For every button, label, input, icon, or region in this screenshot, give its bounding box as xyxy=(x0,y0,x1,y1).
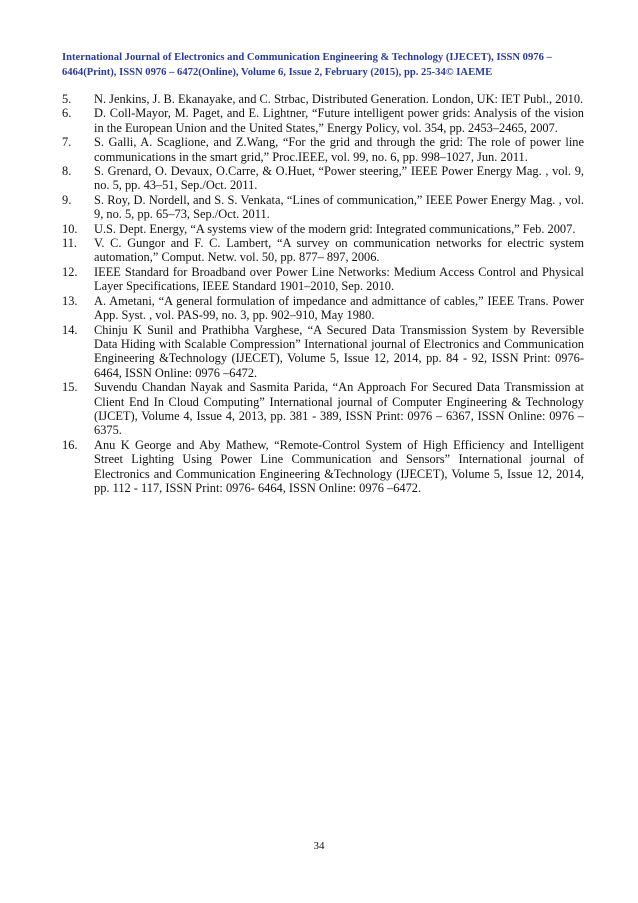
reference-item xyxy=(62,236,584,265)
reference-item xyxy=(62,92,584,106)
reference-item xyxy=(62,222,584,236)
reference-item xyxy=(62,193,584,222)
reference-text: Chinju K Sunil and Prathibha Varghese, “A Secured Data Transmission System by Reversible Data Hiding with Scalable Compression” International journal of Electronics and Communication Engineering &Technology (IJECET), Volume 5, Issue 12, 2014, pp. 84 - 92, ISSN Print: 0976- 6464, ISSN Online: 0976 –6472. xyxy=(94,322,584,380)
reference-text: Anu K George and Aby Mathew, “Remote-Control System of High Efficiency and Intelligent Street Lighting Using Power Line Communication and Sensors” International journal of Electronics and Communication Engineering &Technology (IJECET), Volume 5, Issue 12, 2014, pp. 112 - 117, ISSN Print: 0976- 6464, ISSN Online: 0976 –6472. xyxy=(94,437,584,495)
reference-item xyxy=(62,265,584,294)
reference-text: S. Galli, A. Scaglione, and Z.Wang, “For the grid and through the grid: The role of power line communications in the smart grid,” Proc.IEEE, vol. 99, no. 6, pp. 998–1027, Jun. 2011. xyxy=(94,135,584,164)
reference-number: 6. xyxy=(62,106,72,121)
reference-item xyxy=(62,380,584,438)
reference-item xyxy=(62,135,584,164)
reference-number: 15. xyxy=(62,380,78,395)
reference-text: S. Grenard, O. Devaux, O.Carre, & O.Huet, “Power steering,” IEEE Power Energy Mag. , vol. 9, no. 5, pp. 43–51, Sep./Oct. 2011. xyxy=(94,164,584,193)
reference-item xyxy=(62,323,584,381)
reference-list xyxy=(62,92,584,495)
reference-number: 5. xyxy=(62,92,72,106)
reference-number: 12. xyxy=(62,264,78,279)
reference-number: 16. xyxy=(62,437,78,452)
reference-item xyxy=(62,438,584,496)
reference-text: V. C. Gungor and F. C. Lambert, “A survey on communication networks for electric system automation,” Comput. Netw. vol. 50, pp. 877– 897, 2006. xyxy=(94,236,584,265)
page-number: 34 xyxy=(313,840,325,852)
reference-item xyxy=(62,106,584,135)
reference-text: U.S. Dept. Energy, “A systems view of the modern grid: Integrated communications,” Feb. 2007. xyxy=(94,221,576,236)
journal-header-line-1: International Journal of Electronics and Communication Engineering & Technology (IJECET), ISSN 0976 – xyxy=(62,52,552,63)
reference-text: A. Ametani, “A general formulation of impedance and admittance of cables,” IEEE Trans. Power App. Syst. , vol. PAS-99, no. 3, pp. 902–910, May 1980. xyxy=(94,293,584,323)
reference-item xyxy=(62,164,584,193)
reference-number: 9. xyxy=(62,192,72,207)
reference-number: 7. xyxy=(62,135,72,150)
reference-text: N. Jenkins, J. B. Ekanayake, and C. Strbac, Distributed Generation. London, UK: IET Publ., 2010. xyxy=(94,92,584,106)
reference-item xyxy=(62,294,584,323)
reference-text: Suvendu Chandan Nayak and Sasmita Parida, “An Approach For Secured Data Transmission at Client End In Cloud Computing” International journal of Computer Engineering & Technology (IJCET), Volume 4, Issue 4, 2013, pp. 381 - 389, ISSN Print: 0976 – 6367, ISSN Online: 0976 – 6375. xyxy=(94,380,584,438)
reference-number: 13. xyxy=(62,293,78,308)
journal-header xyxy=(62,51,582,80)
reference-text: IEEE Standard for Broadband over Power Line Networks: Medium Access Control and Physical Layer Specifications, IEEE Standard 1901–2010, Sep. 2010. xyxy=(94,264,584,294)
reference-text: S. Roy, D. Nordell, and S. S. Venkata, “Lines of communication,” IEEE Power Energy Mag. , vol. 9, no. 5, pp. 65–73, Sep./Oct. 2011. xyxy=(94,192,584,222)
reference-text: D. Coll-Mayor, M. Paget, and E. Lightner, “Future intelligent power grids: Analysis of the vision in the European Union and the United States,” Energy Policy, vol. 354, pp. 2453–2465, 2007. xyxy=(94,106,584,135)
reference-number: 8. xyxy=(62,164,72,179)
reference-number: 10. xyxy=(62,221,78,236)
reference-number: 11. xyxy=(62,236,78,251)
reference-number: 14. xyxy=(62,322,78,337)
journal-header-line-2: 6464(Print), ISSN 0976 – 6472(Online), Volume 6, Issue 2, February (2015), pp. 25-34© IAEME xyxy=(62,66,493,78)
